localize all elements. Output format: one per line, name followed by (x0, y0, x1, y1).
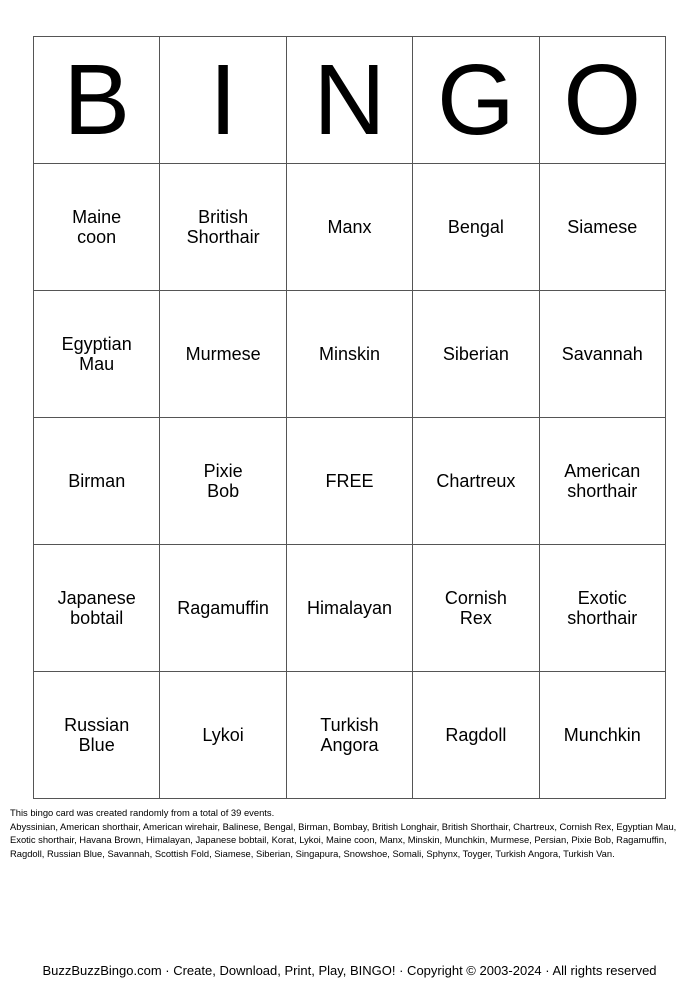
bingo-cell (286, 545, 412, 672)
cell-label: Pixie Bob (203, 461, 243, 501)
cell-label: Russian Blue (64, 715, 130, 755)
bingo-cell (539, 418, 665, 545)
header-letter-o: O (539, 37, 665, 164)
bingo-cell (539, 291, 665, 418)
cell-label: Maine coon (72, 207, 122, 247)
cell-label: Chartreux (436, 471, 516, 491)
bingo-row (34, 164, 666, 291)
bingo-cell (34, 418, 160, 545)
card-notes-events-list: Abyssinian, American shorthair, American wirehair, Balinese, Bengal, Birman, Bombay, British Longhair, British Shorthair, Chartreux, Cornish Rex, Egyptian Mau, Exotic shorthair, Havana Brown, Himalayan, Japanese bobtail, Korat, Lykoi, Maine coon, Manx, Minskin, Munchkin, Murmese, Persian, Pixie Bob, Ragamuffin, Ragdoll, Russian Blue, Savannah, Scottish Fold, Siamese, Siberian, Singapura, Snowshoe, Somali, Sphynx, Toyger, Turkish Angora, Turkish Van. (10, 820, 677, 859)
cell-label: Ragamuffin (177, 598, 269, 618)
bingo-row (34, 672, 666, 799)
bingo-cell (286, 672, 412, 799)
bingo-cell (34, 164, 160, 291)
bingo-cell (160, 672, 286, 799)
card-notes (10, 806, 690, 860)
cell-label: Savannah (561, 344, 643, 364)
bingo-cell (413, 291, 539, 418)
cell-label: American shorthair (564, 461, 641, 501)
cell-label: Egyptian Mau (61, 334, 132, 374)
cell-label: Himalayan (306, 598, 392, 618)
bingo-cell (286, 164, 412, 291)
header-letter-g: G (413, 37, 539, 164)
bingo-cell (539, 164, 665, 291)
bingo-row (34, 545, 666, 672)
cell-label: Birman (68, 471, 126, 491)
bingo-cell (286, 291, 412, 418)
card-notes-intro: This bingo card was created randomly from a total of 39 events. (10, 807, 275, 818)
page-footer: BuzzBuzzBingo.com · Create, Download, Print, Play, BINGO! · Copyright © 2003-2024 · All rights reserved (42, 963, 657, 978)
bingo-header-row (34, 37, 666, 164)
bingo-cell (34, 672, 160, 799)
cell-label: Lykoi (202, 725, 244, 745)
cell-label: Minskin (318, 344, 380, 364)
cell-label: Cornish Rex (444, 588, 507, 628)
bingo-cell (413, 418, 539, 545)
bingo-cell (160, 291, 286, 418)
bingo-card (33, 36, 666, 799)
bingo-cell (413, 545, 539, 672)
cell-label: Turkish Angora (320, 715, 379, 755)
free-space-cell (286, 418, 412, 545)
header-letter-n: N (286, 37, 412, 164)
cell-label: Bengal (447, 217, 504, 237)
header-letter-i: I (160, 37, 286, 164)
cell-label: Exotic shorthair (567, 588, 638, 628)
cell-label: Siberian (442, 344, 509, 364)
cell-label: Murmese (185, 344, 261, 364)
cell-label: Siamese (567, 217, 638, 237)
bingo-cell (413, 164, 539, 291)
bingo-cell (160, 418, 286, 545)
cell-label: Munchkin (563, 725, 641, 745)
bingo-cell (539, 672, 665, 799)
free-space-label: FREE (325, 471, 374, 491)
bingo-row (34, 418, 666, 545)
cell-label: Ragdoll (445, 725, 507, 745)
cell-label: Japanese bobtail (57, 588, 136, 628)
bingo-cell (160, 164, 286, 291)
bingo-cell (34, 291, 160, 418)
bingo-cell (539, 545, 665, 672)
cell-label: British Shorthair (186, 207, 260, 247)
bingo-cell (34, 545, 160, 672)
cell-label: Manx (327, 217, 372, 237)
bingo-row (34, 291, 666, 418)
header-letter-b: B (34, 37, 160, 164)
bingo-cell (160, 545, 286, 672)
bingo-cell (413, 672, 539, 799)
